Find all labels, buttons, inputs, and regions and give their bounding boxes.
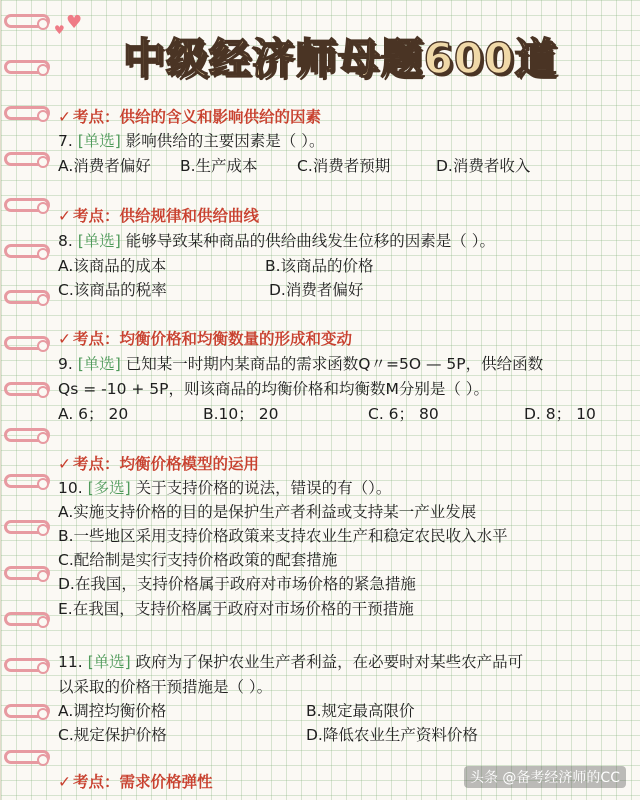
question-stem: 8. [单选] 能够导致某种商品的供给曲线发生位移的因素是（ ）。 xyxy=(58,232,495,250)
spiral-ring-icon xyxy=(4,336,50,350)
check-icon: ✓ xyxy=(58,207,71,225)
topic-heading: ✓ 考点：均衡价格和均衡数量的形成和变动 xyxy=(58,330,353,348)
topic-heading: ✓ 考点：需求价格弹性 xyxy=(58,773,213,791)
option: C.消费者预期 xyxy=(297,157,391,175)
heart-icon: ♥ xyxy=(66,12,83,33)
spiral-ring-icon xyxy=(4,566,50,580)
watermark: 头条 @备考经济师的CC xyxy=(464,766,626,788)
option: D.在我国，支持价格属于政府对市场价格的紧急措施 xyxy=(58,575,416,593)
option: C.规定保护价格 xyxy=(58,726,167,744)
option: A. 6； 20 xyxy=(58,405,129,423)
option: B.10； 20 xyxy=(203,405,279,423)
check-icon: ✓ xyxy=(58,330,71,348)
spiral-ring-icon xyxy=(4,106,50,120)
spiral-ring-icon xyxy=(4,520,50,534)
check-icon: ✓ xyxy=(58,773,71,791)
page-title: 中级经济师母题600道 xyxy=(122,34,558,83)
spiral-ring-icon xyxy=(4,152,50,166)
option: B.一些地区采用支持价格政策来支持农业生产和稳定农民收入水平 xyxy=(58,527,508,545)
option: C. 6； 80 xyxy=(368,405,439,423)
question-stem: 11. [单选] 政府为了保护农业生产者利益，在必要时对某些农产品可 xyxy=(58,653,524,671)
option: A.该商品的成本 xyxy=(58,257,167,275)
spiral-ring-icon xyxy=(4,474,50,488)
spiral-ring-icon xyxy=(4,658,50,672)
spiral-ring-icon xyxy=(4,750,50,764)
question-stem: 10. [多选] 关于支持价格的说法，错误的有（）。 xyxy=(58,479,392,497)
spiral-ring-icon xyxy=(4,60,50,74)
heart-icon: ♥ xyxy=(54,23,65,37)
check-icon: ✓ xyxy=(58,455,71,473)
question-stem: 7. [单选] 影响供给的主要因素是（ ）。 xyxy=(58,132,325,150)
option: E.在我国，支持价格属于政府对市场价格的干预措施 xyxy=(58,600,414,618)
option: D.降低农业生产资料价格 xyxy=(306,726,478,744)
option: A.实施支持价格的目的是保护生产者利益或支持某一产业发展 xyxy=(58,503,477,521)
topic-heading: ✓ 考点：供给规律和供给曲线 xyxy=(58,207,260,225)
question-type-tag: [单选] xyxy=(77,132,121,150)
option: A.调控均衡价格 xyxy=(58,702,167,720)
option: B.规定最高限价 xyxy=(306,702,415,720)
spiral-binding xyxy=(0,0,56,800)
question-stem-continued: 以采取的价格干预措施是（ ）。 xyxy=(58,678,273,696)
option: D.消费者偏好 xyxy=(269,281,364,299)
option: B.生产成本 xyxy=(180,157,258,175)
option: A.消费者偏好 xyxy=(58,157,151,175)
question-type-tag: [单选] xyxy=(77,232,121,250)
option: D. 8； 10 xyxy=(524,405,596,423)
topic-heading: ✓ 考点：均衡价格模型的运用 xyxy=(58,455,260,473)
check-icon: ✓ xyxy=(58,108,71,126)
spiral-ring-icon xyxy=(4,704,50,718)
spiral-ring-icon xyxy=(4,382,50,396)
question-type-tag: [单选] xyxy=(87,653,131,671)
option: B.该商品的价格 xyxy=(265,257,374,275)
question-stem-continued: Qs = -10 + 5P，则该商品的均衡价格和均衡数M分别是（ ）。 xyxy=(58,380,490,398)
spiral-ring-icon xyxy=(4,290,50,304)
spiral-ring-icon xyxy=(4,244,50,258)
spiral-ring-icon xyxy=(4,14,50,28)
option: C.该商品的税率 xyxy=(58,281,167,299)
spiral-ring-icon xyxy=(4,198,50,212)
question-stem: 9. [单选] 已知某一时期内某商品的需求函数Q〃=5O — 5P，供给函数 xyxy=(58,355,544,373)
spiral-ring-icon xyxy=(4,428,50,442)
option: C.配给制是实行支持价格政策的配套措施 xyxy=(58,551,338,569)
topic-heading: ✓ 考点：供给的含义和影响供给的因素 xyxy=(58,108,322,126)
spiral-ring-icon xyxy=(4,612,50,626)
option: D.消费者收入 xyxy=(436,157,531,175)
question-type-tag: [多选] xyxy=(87,479,131,497)
question-type-tag: [单选] xyxy=(77,355,121,373)
